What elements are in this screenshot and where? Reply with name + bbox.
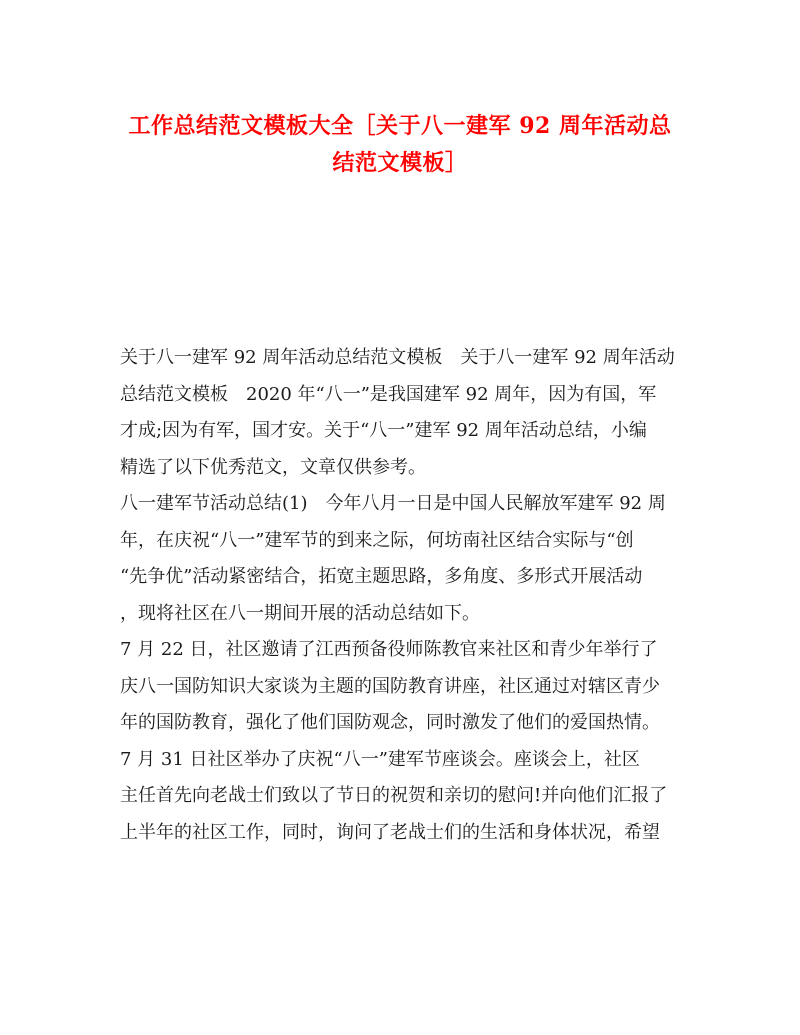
paragraph-line: 才成;因为有军，国才安。关于“八一”建军 92 周年活动总结，小编 — [120, 420, 647, 441]
paragraph-line: ，现将社区在八一期间开展的活动总结如下。 — [120, 602, 480, 624]
paragraph-line: 主任首先向老战士们致以了节日的祝贺和亲切的慰问!并向他们汇报了 — [120, 785, 668, 806]
paragraph-line: 年，在庆祝“八一”建军节的到来之际，何坊南社区结合实际与“创 — [120, 529, 634, 551]
paragraph-july-31 — [120, 742, 686, 852]
paragraph-line: 总结范文模板 2020 年“八一”是我国建军 92 周年，因为有国，军 — [120, 383, 657, 405]
paragraph-summary-1 — [120, 486, 686, 632]
paragraph-line: 庆八一国防知识大家谈为主题的国防教育讲座，社区通过对辖区青少 — [120, 675, 660, 697]
document-title — [110, 104, 690, 177]
paragraph-line: “先争优”活动紧密结合，拓宽主题思路，多角度、多形式开展活动 — [120, 566, 643, 587]
paragraph-line: 7 月 31 日社区举办了庆祝“八一”建军节座谈会。座谈会上，社区 — [120, 748, 640, 770]
title-line-1: 工作总结范文模板大全［关于八一建军 92 周年活动总 — [128, 113, 672, 139]
paragraph-line: 关于八一建军 92 周年活动总结范文模板 关于八一建军 92 周年活动 — [120, 347, 675, 368]
paragraph-line: 八一建军节活动总结(1) 今年八月一日是中国人民解放军建军 92 周 — [120, 493, 666, 514]
paragraph-intro — [120, 340, 686, 486]
paragraph-line: 上半年的社区工作，同时，询问了老战士们的生活和身体状况，希望 — [120, 821, 660, 843]
paragraph-line: 年的国防教育，强化了他们国防观念，同时激发了他们的爱国热情。 — [120, 712, 660, 733]
paragraph-line: 精选了以下优秀范文，文章仅供参考。 — [120, 456, 426, 478]
paragraph-july-22 — [120, 632, 686, 742]
document-body — [120, 340, 686, 851]
title-line-2: 结范文模板］ — [332, 149, 468, 176]
paragraph-line: 7 月 22 日，社区邀请了江西预备役师陈教官来社区和青少年举行了 — [120, 639, 658, 660]
